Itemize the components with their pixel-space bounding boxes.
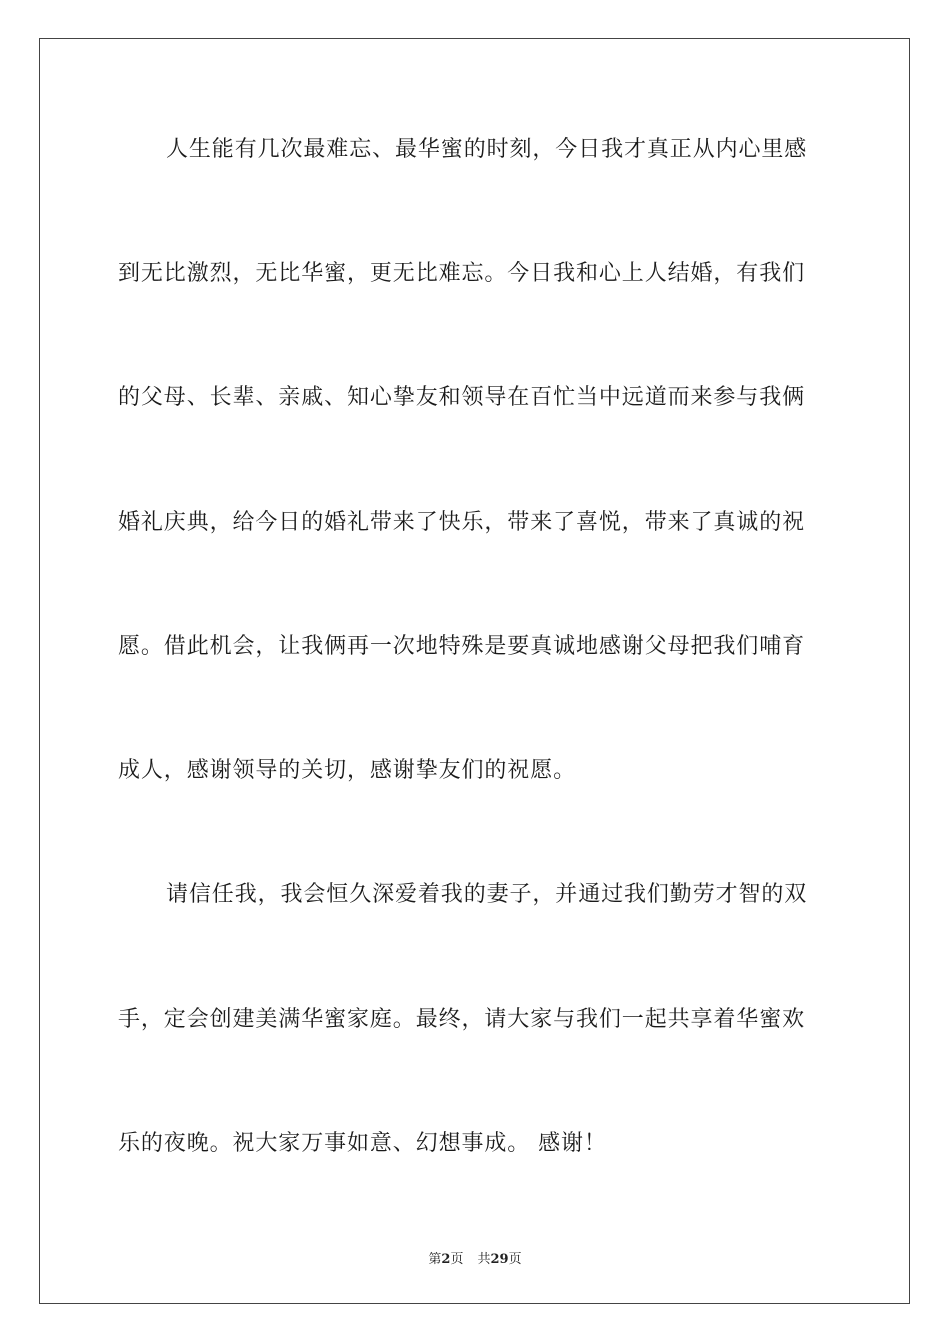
paragraph-1-line-3: 的父母、长辈、亲戚、知心挚友和领导在百忙当中远道而来参与我俩 <box>118 385 806 410</box>
page-label-suffix: 页 <box>450 1252 464 1267</box>
paragraph-1-line-4: 婚礼庆典，给今日的婚礼带来了快乐，带来了喜悦，带来了真诚的祝 <box>118 510 806 535</box>
page-border <box>39 38 910 1304</box>
total-page-count: 29 <box>490 1252 509 1267</box>
page-label-prefix: 第 <box>428 1252 442 1267</box>
total-label-prefix: 共 <box>477 1252 491 1267</box>
page-footer <box>0 1248 950 1267</box>
paragraph-1-line-1: 人生能有几次最难忘、最华蜜的时刻，今日我才真正从内心里感 <box>166 137 808 162</box>
paragraph-2-line-1: 请信任我，我会恒久深爱着我的妻子，并通过我们勤劳才智的双 <box>166 882 808 907</box>
paragraph-1-line-5: 愿。借此机会，让我俩再一次地特殊是要真诚地感谢父母把我们哺育 <box>118 634 806 659</box>
paragraph-2-line-2: 手，定会创建美满华蜜家庭。最终，请大家与我们一起共享着华蜜欢 <box>118 1007 806 1032</box>
paragraph-1-line-2: 到无比激烈，无比华蜜，更无比难忘。今日我和心上人结婚，有我们 <box>118 261 806 286</box>
current-page-number: 2 <box>441 1252 451 1267</box>
total-label-suffix: 页 <box>508 1252 522 1267</box>
paragraph-2-line-3: 乐的夜晚。祝大家万事如意、幻想事成。 感谢！ <box>118 1131 607 1156</box>
paragraph-1-line-6: 成人，感谢领导的关切，感谢挚友们的祝愿。 <box>118 758 577 783</box>
